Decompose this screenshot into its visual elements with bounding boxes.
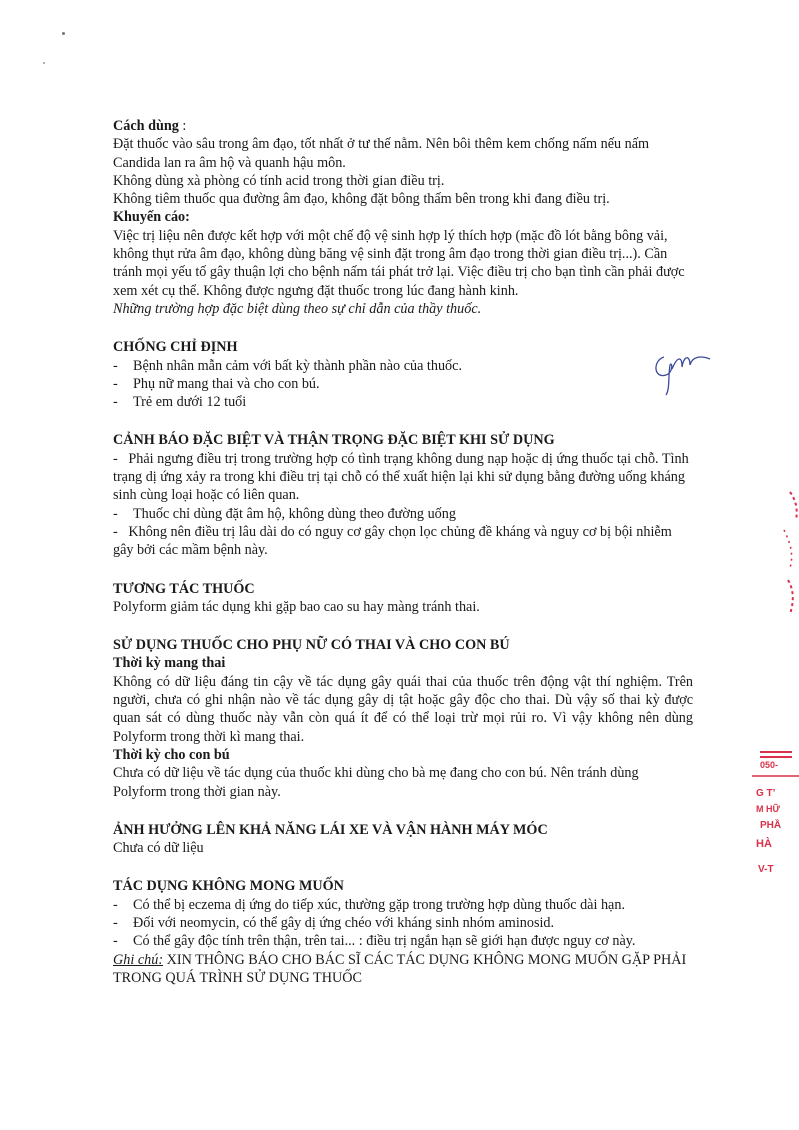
stamp-text: V-T xyxy=(758,864,774,875)
tac-dung-heading: TÁC DỤNG KHÔNG MONG MUỐN xyxy=(113,878,344,895)
cach-dung-heading: Cách dùng : xyxy=(113,118,187,134)
scan-speck xyxy=(62,32,65,35)
khuyen-cao-heading: Khuyến cáo: xyxy=(113,209,190,226)
khuyen-cao-text: Việc trị liệu nên được kết hợp với một chế độ vệ sinh hợp lý thích hợp (mặc đồ lót bằng bông vải, không thụt rửa âm đạo, không dùng băng vệ sinh đặt trong âm đạo trong thời gian điều trị...). Cần tránh mọi yếu tố gây thuận lợi cho bệnh nấm tái phát trở lại. Việc điều trị cho bạn tình cần phải được xem xét cụ thể. Không được ngưng đặt thuốc trong lúc đang hành kinh. xyxy=(113,227,685,299)
tuong-tac-text: Polyform giảm tác dụng khi gặp bao cao su hay màng tránh thai. xyxy=(113,598,480,615)
canh-bao-heading: CẢNH BÁO ĐẶC BIỆT VÀ THẬN TRỌNG ĐẶC BIỆT KHI SỬ DỤNG xyxy=(113,432,555,449)
list-item: - Không nên điều trị lâu dài do có nguy cơ gây chọn lọc chủng đề kháng và nguy cơ bị bội nhiễm gây bởi các mầm bệnh này. xyxy=(113,523,672,559)
list-item: - Trẻ em dưới 12 tuổi xyxy=(113,394,247,411)
red-stamp-edge xyxy=(760,490,799,620)
subheading: Thời kỳ cho con bú xyxy=(113,746,230,763)
lai-xe-heading: ẢNH HƯỞNG LÊN KHẢ NĂNG LÁI XE VÀ VẬN HÀNH MÁY MÓC xyxy=(113,821,548,838)
lai-xe-text: Chưa có dữ liệu xyxy=(113,840,204,857)
red-stamp-fragment xyxy=(752,748,799,888)
list-item: - Bệnh nhân mẫn cảm với bất kỳ thành phần nào của thuốc. xyxy=(113,357,462,374)
phu-nu-heading: SỬ DỤNG THUỐC CHO PHỤ NỮ CÓ THAI VÀ CHO CON BÚ xyxy=(113,637,510,654)
footnote: Ghi chú: XIN THÔNG BÁO CHO BÁC SĨ CÁC TÁC DỤNG KHÔNG MONG MUỐN GẶP PHẢI TRONG QUÁ TRÌNH SỬ DỤNG THUỐC xyxy=(113,951,687,986)
list-item: - Phải ngưng điều trị trong trường hợp có tình trạng không dung nạp hoặc dị ứng thuốc tại chỗ. Tình trạng dị ứng xảy ra trong khi điều trị tại chỗ có thể xuất hiện lại khi sử dụng bằng đường uống kháng sinh cùng loại hoặc có liên quan. xyxy=(113,450,689,504)
paragraph: Chưa có dữ liệu về tác dụng của thuốc khi dùng cho bà mẹ đang cho con bú. Nên tránh dùng Polyform trong thời gian này. xyxy=(113,765,639,800)
stamp-text: G T’ xyxy=(756,788,776,799)
list-item: - Có thể gây độc tính trên thận, trên tai... : điều trị ngắn hạn sẽ giới hạn được nguy cơ này. xyxy=(113,933,636,950)
signature-mark xyxy=(648,343,718,398)
stamp-text: HÀ xyxy=(756,838,772,850)
subheading: Thời kỳ mang thai xyxy=(113,655,226,672)
stamp-text: PHẦ xyxy=(760,820,782,831)
list-item: - Có thể bị eczema dị ứng do tiếp xúc, thường gặp trong trường hợp dùng thuốc dài hạn. xyxy=(113,896,625,913)
list-item: - Phụ nữ mang thai và cho con bú. xyxy=(113,375,320,392)
list-item: - Thuốc chỉ dùng đặt âm hộ, không dùng theo đường uống xyxy=(113,505,456,522)
tuong-tac-heading: TƯƠNG TÁC THUỐC xyxy=(113,580,255,597)
cach-dung-line: Không tiêm thuốc qua đường âm đạo, không đặt bông thấm bên trong khi đang điều trị. xyxy=(113,191,610,208)
paragraph: Không có dữ liệu đáng tin cậy về tác dụng gây quái thai của thuốc trên động vật thí nghiệm. Trên người, chưa có ghi nhận nào về tác dụng gây dị tật hoặc gây độc cho thai. Dù vậy số thai kỳ được quan sát có dùng thuốc này vẫn còn quá ít để có thể loại trừ mọi rủi ro. Vì vậy không nên dùng Polyform trong thời kì mang thai. xyxy=(113,673,693,745)
document-body xyxy=(113,117,693,987)
cach-dung-line: Đặt thuốc vào sâu trong âm đạo, tốt nhất ở tư thế nằm. Nên bôi thêm kem chống nấm nếu nấm Candida lan ra âm hộ và quanh hậu môn. xyxy=(113,136,650,171)
stamp-text: 050- xyxy=(760,760,779,770)
scan-speck xyxy=(43,62,45,64)
cach-dung-line: Không dùng xà phòng có tính acid trong thời gian điều trị. xyxy=(113,172,445,189)
list-item: - Đối với neomycin, có thể gây dị ứng chéo với kháng sinh nhóm aminosid. xyxy=(113,914,555,931)
khuyen-cao-note: Những trường hợp đặc biệt dùng theo sự chỉ dẫn của thầy thuốc. xyxy=(113,300,482,317)
chong-chi-dinh-heading: CHỐNG CHỈ ĐỊNH xyxy=(113,339,238,356)
stamp-text: M HỮ xyxy=(756,804,780,814)
